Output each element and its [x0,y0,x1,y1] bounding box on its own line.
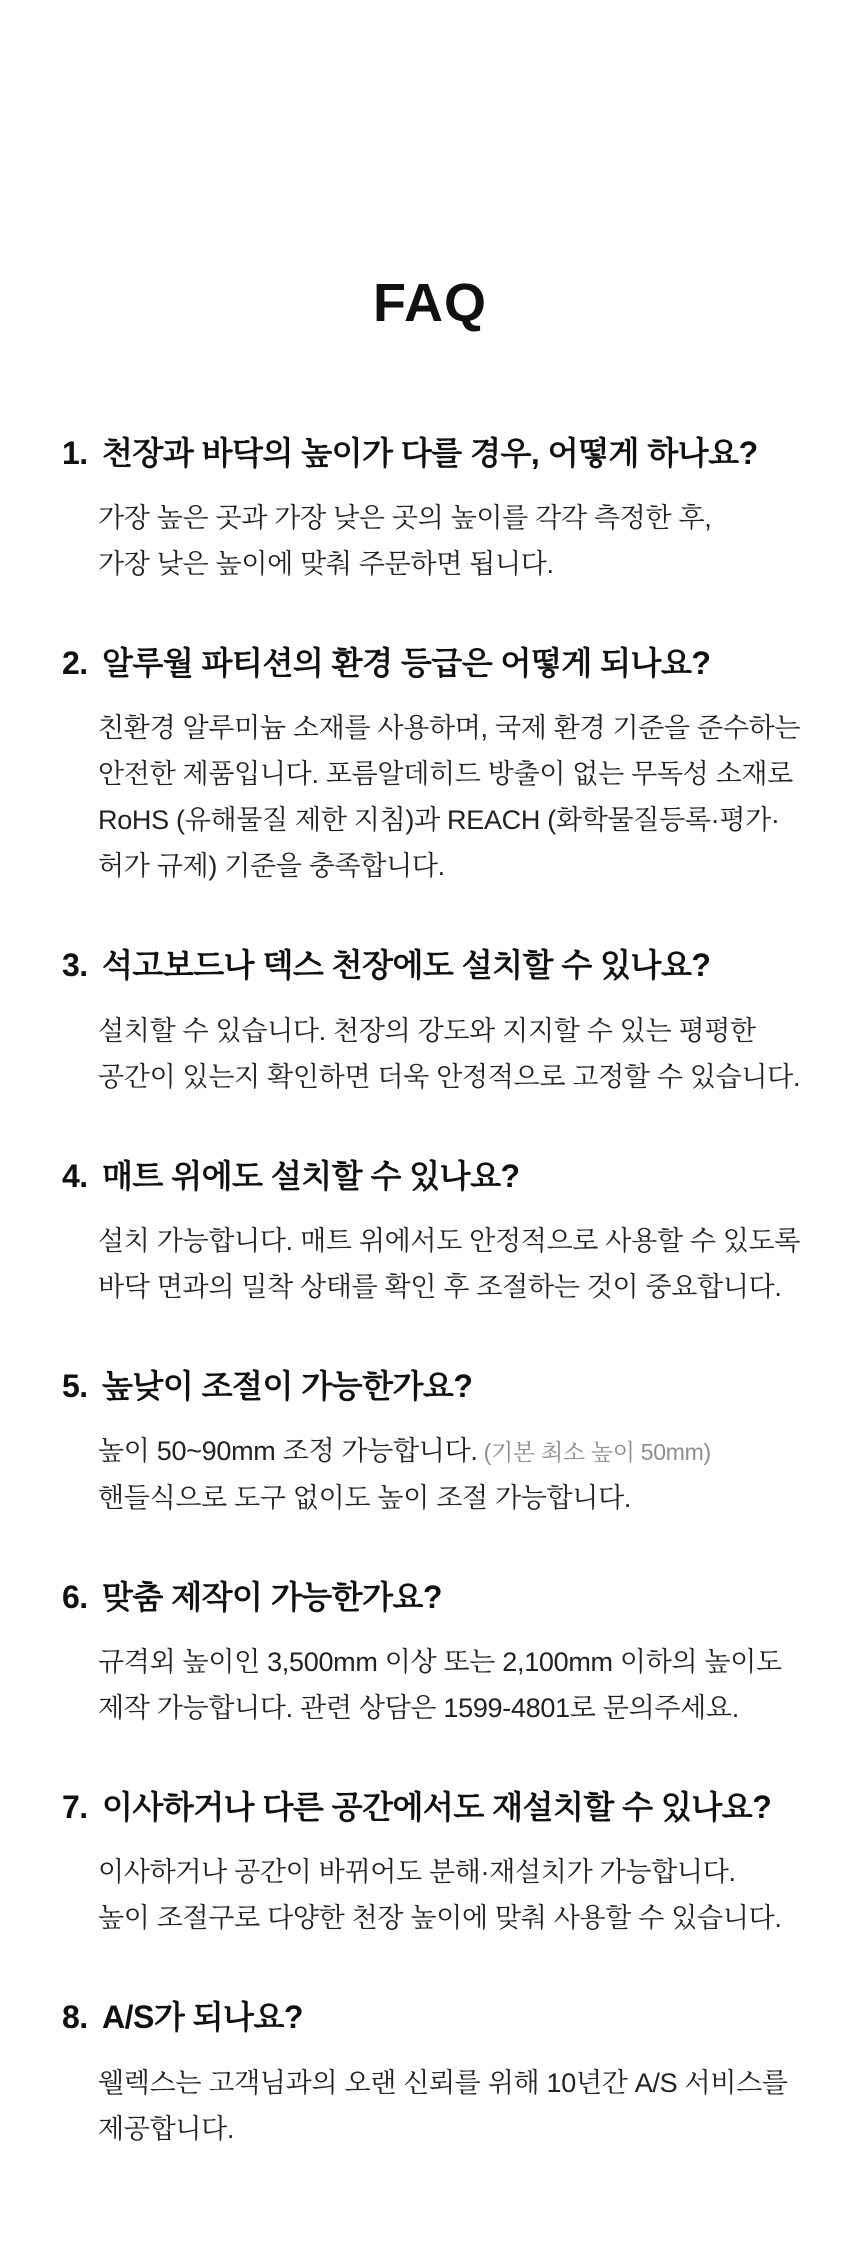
faq-answer-line [98,1639,820,1685]
faq-answer-line [98,1685,820,1731]
faq-question-number: 7. [62,1789,88,1826]
faq-list [0,334,860,2152]
faq-question [62,944,820,987]
faq-item [62,1155,820,1310]
faq-question-number: 2. [62,645,88,682]
faq-answer [62,2060,820,2152]
faq-answer-line [98,1849,820,1895]
faq-answer-line [98,797,820,843]
faq-question [62,1576,820,1619]
faq-question-number: 1. [62,435,88,472]
faq-question-text: 높낮이 조절이 가능한가요? [102,1367,473,1404]
faq-answer-text: 공간이 있는지 확인하면 더욱 안정적으로 고정할 수 있습니다. [98,1061,801,1092]
faq-answer-text: 이사하거나 공간이 바뀌어도 분해·재설치가 가능합니다. [98,1857,736,1888]
page-title: FAQ [372,273,487,333]
faq-question [62,1786,820,1829]
faq-item [62,432,820,587]
faq-question-text: 매트 위에도 설치할 수 있나요? [102,1157,520,1194]
faq-answer [62,1849,820,1941]
faq-answer-line [98,751,820,797]
faq-answer-line [98,1218,820,1264]
faq-answer-line [98,1054,820,1100]
faq-answer-text: RoHS (유해물질 제한 지침)과 REACH (화학물질등록·평가· [98,805,780,836]
faq-answer-text: 허가 규제) 기준을 충족합니다. [98,851,445,882]
faq-answer [62,1218,820,1310]
faq-answer-text: 제공합니다. [98,2113,235,2144]
faq-answer-note: (기본 최소 높이 50mm) [477,1439,711,1466]
faq-answer-line [98,1264,820,1310]
faq-question-number: 4. [62,1157,88,1194]
faq-answer-text: 높이 50~90mm 조정 가능합니다. [98,1436,478,1467]
faq-question-text: 이사하거나 다른 공간에서도 재설치할 수 있나요? [102,1789,772,1826]
faq-answer-text: 웰렉스는 고객님과의 오랜 신뢰를 위해 10년간 A/S 서비스를 [98,2067,788,2098]
faq-answer-text: 가장 낮은 높이에 맞춰 주문하면 됩니다. [98,549,554,580]
faq-question [62,1155,820,1198]
faq-answer-line [98,541,820,587]
faq-answer-text: 가장 높은 곳과 가장 낮은 곳의 높이를 각각 측정한 후, [98,503,712,534]
faq-answer-line [98,1008,820,1054]
faq-item [62,1365,820,1521]
faq-item [62,1996,820,2151]
faq-question-text: 천장과 바닥의 높이가 다를 경우, 어떻게 하나요? [102,435,758,472]
faq-question-number: 6. [62,1579,88,1616]
faq-question-text: 알루월 파티션의 환경 등급은 어떻게 되나요? [102,645,711,682]
faq-answer-text: 높이 조절구로 다양한 천장 높이에 맞춰 사용할 수 있습니다. [98,1903,782,1934]
faq-question-number: 3. [62,947,88,984]
faq-answer-line [98,1475,820,1521]
faq-answer-line [98,843,820,889]
faq-answer-line [98,1895,820,1941]
faq-answer [62,705,820,889]
faq-answer-text: 핸들식으로 도구 없이도 높이 조절 가능합니다. [98,1483,632,1514]
faq-answer-text: 설치할 수 있습니다. 천장의 강도와 지지할 수 있는 평평한 [98,1015,756,1046]
faq-item [62,642,820,889]
faq-item [62,1576,820,1731]
faq-answer-line [98,2106,820,2152]
faq-answer-text: 안전한 제품입니다. 포름알데히드 방출이 없는 무독성 소재로 [98,759,793,790]
faq-question [62,1996,820,2039]
faq-question-text: 석고보드나 덱스 천장에도 설치할 수 있나요? [102,947,711,984]
faq-question-text: A/S가 되나요? [102,1999,303,2036]
faq-item [62,944,820,1099]
faq-question-number: 8. [62,1999,88,2036]
faq-answer [62,1008,820,1100]
faq-question [62,1365,820,1408]
faq-answer-text: 바닥 면과의 밀착 상태를 확인 후 조절하는 것이 중요합니다. [98,1271,782,1302]
faq-answer-text: 규격외 높이인 3,500mm 이상 또는 2,100mm 이하의 높이도 [98,1647,782,1678]
faq-answer-text: 설치 가능합니다. 매트 위에서도 안정적으로 사용할 수 있도록 [98,1225,801,1256]
faq-answer-text: 제작 가능합니다. 관련 상담은 1599-4801로 문의주세요. [98,1693,739,1724]
faq-question-text: 맞춤 제작이 가능한가요? [102,1579,442,1616]
faq-answer-text: 친환경 알루미늄 소재를 사용하며, 국제 환경 기준을 준수하는 [98,713,801,744]
faq-answer-line [98,705,820,751]
faq-answer-line [98,1428,820,1475]
faq-answer [62,1639,820,1731]
faq-answer [62,495,820,587]
faq-answer-line [98,495,820,541]
faq-question [62,642,820,685]
faq-question [62,432,820,475]
faq-answer-line [98,2060,820,2106]
faq-answer [62,1428,820,1521]
faq-item [62,1786,820,1941]
faq-question-number: 5. [62,1367,88,1404]
